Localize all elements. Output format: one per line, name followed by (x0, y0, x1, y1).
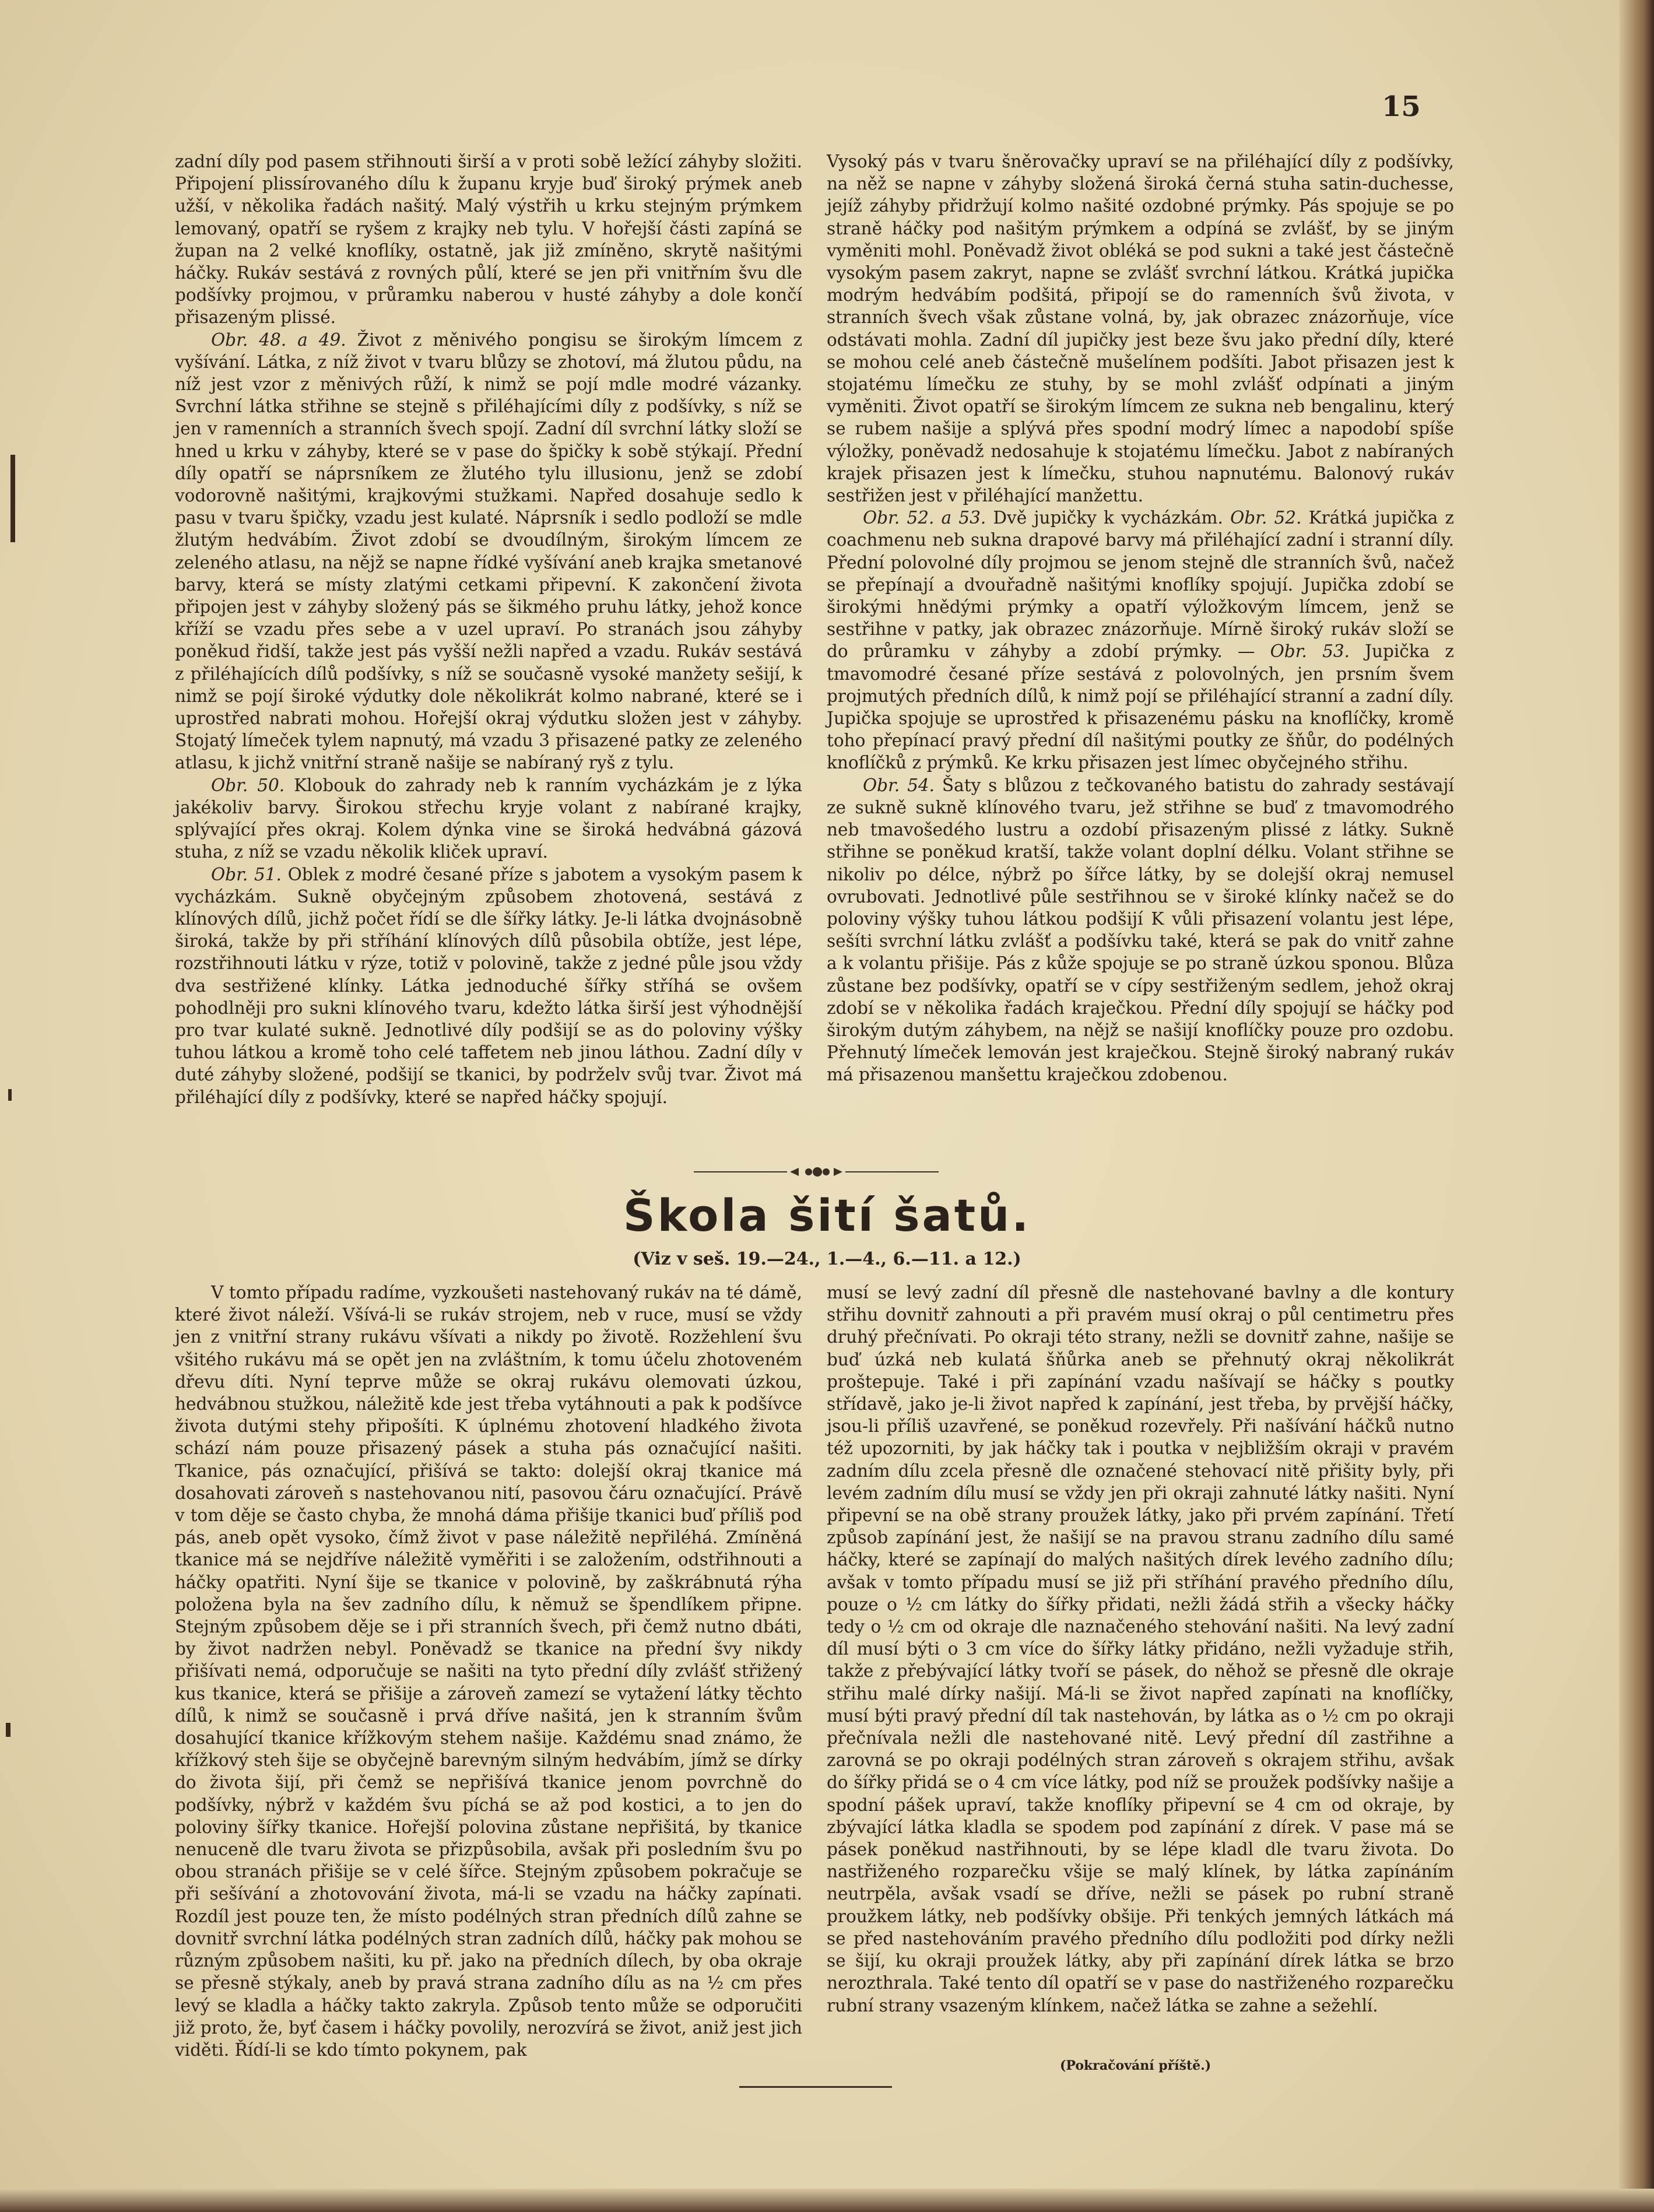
paragraph: Obr. 54. Šaty s blůzou z tečkovaného batistu do zahrady sestávají ze sukně sukně klínového tvaru, jež střihne se buď z tmavomodrého neb tmavošedého lustru a ozdobí přisazeným plissé z látky. Sukně střihne se poněkud kratší, takže volant doplní délku. Volant střihne se nikoliv po délce, nýbrž po šířce látky, by se dolejší okraj nemusel ovrubovati. Jednotlivé půle sestřihnou se v široké klínky načež se do poloviny výšky tuhou látkou podšijí K vůli přisazení volantu jest lépe, sešíti svrchní látku zvlášť a podšívku také, která se pak do vnitř zahne a k volantu přišije. Pás z kůže spojuje se po straně úzkou sponou. Blůza zůstane bez podšívky, opatří se v cípy sestřiženým sedlem, jehož okraj zdobí se v několika řadách kraječkou. Přední díly spojují se háčky pod širokým dutým záhybem, na nějž se našijí knoflíčky pouze pro ozdobu. Přehnutý límeček lemován jest kraječkou. Stejně široký nabraný rukáv má přisazenou manšettu kraječkou zdobenou. (827, 775, 1454, 1085)
margin-mark (10, 455, 15, 542)
page-edge-shadow (1619, 0, 1654, 2212)
figure-ref: Obr. 52. a 53. (863, 508, 986, 528)
figure-ref: Obr. 50. (211, 775, 285, 795)
figure-ref: Obr. 51. (211, 864, 282, 884)
column-left-top (175, 150, 802, 1108)
column-right-top (827, 150, 1454, 1086)
paragraph: V tomto případu radíme, vyzkoušeti nastehovaný rukáv na té dámě, které život náleží. Všívá-li se rukáv strojem, neb v ruce, musí se vždy jen z vnitřní strany rukávu všívati a nikdy po životě. Rozžehlení švu všitého rukávu má se opět jen na zvláštním, k tomu účelu zhotoveném dřevu díti. Nyní teprve může se okraj rukávu olemovati úzkou, hedvábnou stužkou, náležitě kde jest třeba vytáhnouti a pak k podšívce života dutými stehy připošíti. K úplnému zhotovení hladkého života schází nám pouze přisazený pásek a stuha pás označující našiti. Tkanice, pás označující, přišívá se takto: dolejší okraj tkanice má dosahovati zároveň s nastehovanou nití, pasovou čáru označující. Právě v tom děje se často chyba, že mnohá dáma přišije tkanici buď příliš pod pás, aneb opět vysoko, čímž život v pase náležitě nepřiléhá. Zmíněná tkanice má se nejdříve náležitě vyměřiti i se založením, odstřihnouti a háčky opatřiti. Nyní šije se tkanice v polovině, by zaškrábnutá rýha položena byla na šev zadního dílu, k němuž se špendlíkem připne. Stejným způsobem děje se i při stranních švech, při čemž nutno dbáti, by život nadržen nebyl. Poněvadž se tkanice na přední švy nikdy přišívati nemá, odporučuje se našiti na tyto přední díly zvlášť střižený kus tkanice, která se přišije a zároveň zamezí se vytažení látky těchto dílů, k nimž se současně i prvá dříve našitá, jen k stranním švům dosahující tkanice křížkovým stehem našije. Každému snad známo, že křížkový steh šije se obyčejně barevným silným hedvábím, jímž se dírky do života šijí, při čemž se nepřišívá tkanice jenom povrchně do podšívky, nýbrž v každém švu píchá se až pod kostici, a to jen do poloviny šířky tkanice. Hořejší polovina zůstane nepřišitá, by tkanice nenuceně dle tvaru života se přizpůsobila, avšak při posledním švu po obou stranách přišije se v celé šířce. Stejným způsobem pokračuje se při sešívání a zhotovování života, má-li se vzadu na háčky zapínati. Rozdíl jest pouze ten, že místo podélných stran předních dílů zahne se dovnitř svrchní látka podélných stran zadních dílů, háčky pak mohou se různým způsobem našiti, ku př. jako na předních dílech, by oba okraje se přesně stýkaly, aneb by pravá strana zadního dílu as na ½ cm přes levý se kladla a háčky takto zakryla. Způsob tento může se odporučiti již proto, že, byť časem i háčky povolily, nerozvírá se život, aniž jest jich viděti. Řídí-li se kdo tímto pokynem, pak (175, 1283, 802, 2060)
column-left-bottom (175, 1281, 802, 2061)
section-subtitle: (Viz v seš. 19.—24., 1.—4., 6.—11. a 12.) (633, 1249, 1021, 1269)
paragraph: Obr. 50. Klobouk do zahrady neb k ranním vycházkám je z lýka jakékoliv barvy. Širokou střechu kryje volant z nabírané krajky, splývající přes okraj. Kolem dýnka vine se široká hedvábná gázová stuha, z níž se vzadu několik kliček upraví. (175, 775, 802, 862)
paragraph: Obr. 48. a 49. Život z měnivého pongisu se širokým límcem z vyšívání. Látka, z níž život v tvaru blůzy se zhotoví, má žlutou půdu, na níž jest vzor z měnivých růží, k nimž se pojí mdle modré vázanky. Svrchní látka střihne se stejně s přiléhajícími díly z podšívky, s níž se jen v ramenních a stranních švech spojí. Zadní díl svrchní látky složí se hned u krku v záhyby, které se v pase do špičky k sobě stýkají. Přední díly opatří se náprsníkem ze žlutého tylu illusionu, jenž se zdobí vodorovně našitými, krajkovými stužkami. Napřed dosahuje sedlo k pasu v tvaru špičky, vzadu jest kulaté. Náprsník i sedlo podloží se mdle žlutým hedvábím. Život zdobí se dvoudílným, širokým límcem ze zeleného atlasu, na nějž se napne řídké vyšívání aneb krajka smetanové barvy, která se místy zlatými cetkami připevní. K zakončení života připojen jest v záhyby složený pás se šikmého pruhu látky, jehož konce kříží se vzadu přes sebe a v uzel upraví. Po stranách jsou záhyby poněkud řidší, takže jest pás vyšší nežli napřed a vzadu. Rukáv sestává z přiléhajících dílů podšívky, s níž se současně vysoké manžety sešijí, k nimž se pojí široké výdutky dole několikrát kolmo nabrané, které se i uprostřed nabrati mohou. Hořejší okraj výdutku složen jest v záhyby. Stojatý límeček tylem napnutý, má vzadu 3 přisazené patky ze zeleného atlasu, k jichž vnitřní straně našije se nabíraný ryš z tylu. (175, 329, 802, 773)
paragraph: zadní díly pod pasem střihnouti širší a v proti sobě ležící záhyby složiti. Připojení plissírovaného dílu k županu kryje buď široký prýmek aneb užší, v několika řadách našitý. Malý výstřih u krku stejným prýmkem lemovaný, opatří se ryšem z krajky neb tylu. V hořejší části zapíná se župan na 2 velké knoflíky, ostatně, jak již zmíněno, skrytě našitými háčky. Rukáv sestává z rovných půlí, které se jen při vnitřním švu dle podšívky projmou, v průramku naberou v husté záhyby a dole končí přisazeným plissé. (175, 152, 802, 328)
figure-ref: Obr. 54. (863, 775, 935, 795)
continuation-note: (Pokračování příště.) (1060, 2058, 1211, 2073)
end-rule (739, 2086, 892, 2088)
paragraph: Obr. 51. Oblek z modré česané příze s jabotem a vysokým pasem k vycházkám. Sukně obyčejným způsobem zhotovená, sestává z klínových dílů, jichž počet řídí se dle šířky látky. Je-li látka dvojnásobně široká, takže by při stříhání klínových dílů působila obtíže, jest lépe, rozstřihnouti látku v rýze, totiž v polovině, takže z jedné půle jsou vždy dva sestřižené klínky. Látka jednoduché šířky stříhá se ovšem pohodlněji pro sukni klínového tvaru, kdežto látka širší jest výhodnější pro tvar kulaté sukně. Jednotlivé díly podšijí se as do poloviny výšky tuhou látkou a kromě toho celé taffetem neb jinou láthou. Zadní díly v duté záhyby složené, podšijí se tkanici, by podrželv svůj tvar. Život má přiléhající díly z podšívky, které se napřed háčky spojují. (175, 864, 802, 1107)
paragraph: Vysoký pás v tvaru šněrovačky upraví se na přiléhající díly z podšívky, na něž se napne v záhyby složená široká černá stuha satin-duchesse, jejíž záhyby přidržují kolmo našité ozdobné prýmky. Pás spojuje se po straně háčky pod našitým prýmkem a odpíná se zvlášť, by se jiným vyměniti mohl. Poněvadž život obléká se pod sukni a také jest částečně vysokým pasem zakryt, napne se zvlášť svrchní látkou. Krátká jupička modrým hedvábím podšitá, připojí se do ramenních švů života, v stranních švech však zůstane volná, by, jak obrazec znázorňuje, více odstávati mohla. Zadní díl jupičky jest beze švu jako přední díly, které se mohou celé aneb částečně mušelínem podšíti. Jabot přisazen jest k stojatému límečku ze stuhy, by se mohl zvlášť odpínati a jiným vyměniti. Život opatří se širokým límcem ze sukna neb bengalinu, který se rubem našije a splývá přes spodní modrý límec a napodobí spíše výložky, poněvadž nedosahuje k stojatému límečku. Jabot z nabíraných krajek přisazen jest k límečku, stuhou napnutému. Balonový rukáv sestřižen jest v přiléhající manžettu. (827, 152, 1454, 506)
column-right-bottom (827, 1281, 1454, 2017)
figure-ref: Obr. 52. (1230, 508, 1302, 528)
figure-ref: Obr. 53. (1270, 641, 1350, 662)
figure-ref: Obr. 48. a 49. (211, 329, 346, 350)
paragraph: Obr. 52. a 53. Dvě jupičky k vycházkám. Obr. 52. Krátká jupička z coachmenu neb sukna drapové barvy má přiléhající zadní i stranní díly. Přední polovolné díly projmou se jenom stejně dle stranních švů, načež se přepínají a dvouřadně našitými knoflíky spojují. Jupička zdobí se širokými hnědými prýmky a opatří výložkovým límcem, jenž se sestřihne v patky, jak obrazec znázorňuje. Mírně široký rukáv složí se do průramku v záhyby a zdobí prýmky. — Obr. 53. Jupička z tmavomodré česané příze sestává z polovolných, jen prsním švem projmutých předních dílů, k nimž pojí se přiléhající stranní a zadní díly. Jupička spojuje se uprostřed k přisazenému pásku na knoflíčky, kromě toho přepínací pravý přední díl našitými poutky ze šňůr, do podélných knoflíčků z prýmků. Ke krku přisazen jest límec obyčejného střihu. (827, 508, 1454, 773)
section-title: Škola šití šatů. (623, 1189, 1031, 1241)
page-edge-shadow (0, 2189, 1654, 2212)
margin-mark (6, 1723, 10, 1737)
ornament-divider (694, 1160, 939, 1184)
paragraph: musí se levý zadní díl přesně dle nastehované bavlny a dle kontury střihu dovnitř zahnouti a při pravém musí okraj o půl centimetru přes druhý přečnívati. Po okraji této strany, nežli se dovnitř zahne, našije se buď úzká neb kulatá šňůrka aneb se přehnutý okraj několikrát proštepuje. Také i při zapínání vzadu našívají se háčky s poutky střídavě, jako je-li život napřed k zapínání, jest třeba, by prvější háčky, jsou-li příliš uzavřené, se poněkud rozevřely. Při našívání háčků nutno též upozorniti, by jak háčky tak i poutka v nejbližším okraji v pravém zadním dílu zcela přesně dle označené stehovací nitě přišity byly, při levém zadním dílu musí se vždy jen při okraji zahnuté látky našiti. Nyní připevní se na obě strany proužek látky, jako při prvém zapínání. Třetí způsob zapínání jest, že našijí se na pravou stranu zadního dílu samé háčky, které se zapínají do malých našitých dírek levého zadního dílu; avšak v tomto případu musí se již při stříhání pravého předního dílu, pouze o ½ cm látky do šířky přidati, nežli žádá střih a všecky háčky tedy o ½ cm od okraje dle naznačeného stehování našiti. Na levý zadní díl musí býti o 3 cm více do šířky látky přidáno, nežli vyžaduje střih, takže z přebývající látky tvoří se pásek, do něhož se přesně dle okraje střihu malé dírky našijí. Má-li se život napřed zapínati na knoflíčky, musí býti pravý přední díl tak nastehován, by látka as o ½ cm po okraji přečnívala nežli dle nastehované nitě. Levý přední díl zastřihne a zarovná se po okraji podélných stran zároveň s okrajem střihu, avšak do šířky přidá se o 4 cm více látky, pod níž se proužek podšívky našije a spodní pášek upraví, takže knoflíky připevní se 4 cm od okraje, by zbývající látka kladla se spodem pod zapínání z dírek. V pase má se pásek poněkud nastřihnouti, by se lépe kladl dle tvaru života. Do nastřiženého rozparečku všije se malý klínek, by látka zapínáním neutrpěla, avšak vsadí se dříve, nežli se pásek po rubní straně proužkem látky, neb podšívky obšije. Při tenkých jemných látkách má se před nastehováním pravého předního dílu podložiti pod dírky nežli se šijí, ku okraji proužek látky, aby při zapínání dírek látka se brzo nerozthrala. Také tento díl opatří se v pase do nastřiženého rozparečku rubní strany vsazeným klínkem, načež látka se zahne a sežehlí. (827, 1283, 1454, 2016)
page-number: 15 (1382, 90, 1421, 123)
margin-mark (8, 1089, 12, 1101)
